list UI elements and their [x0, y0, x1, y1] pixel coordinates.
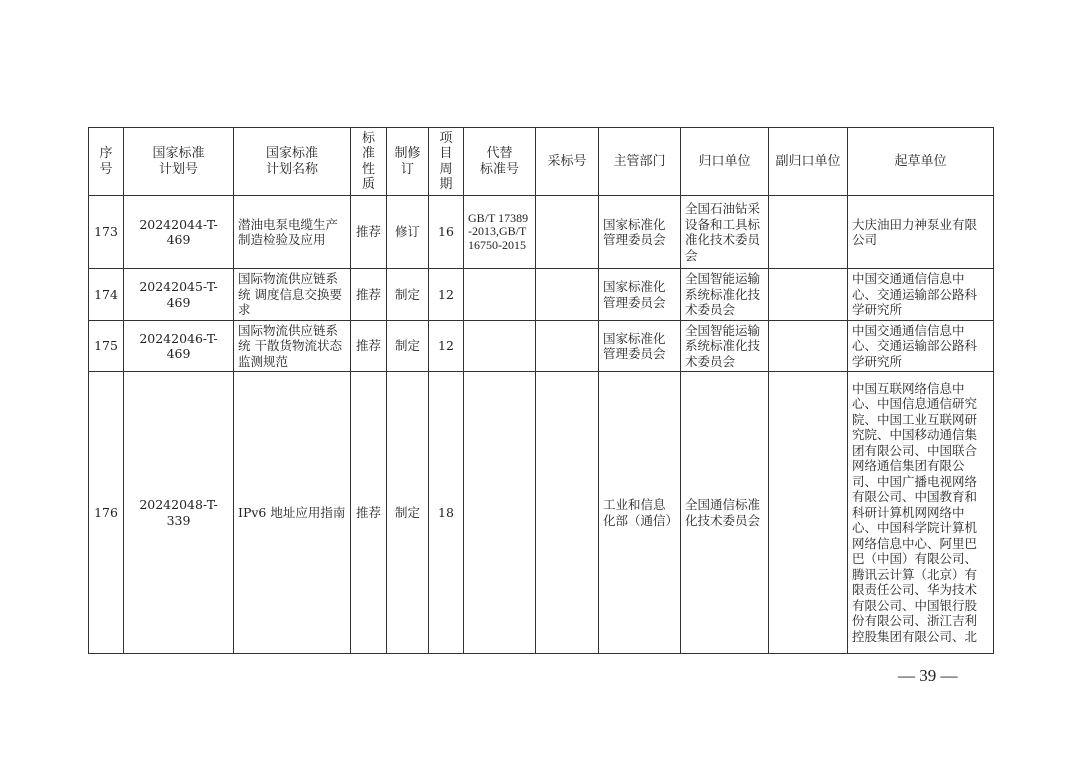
header-drafter: 起草单位 — [848, 128, 994, 196]
header-dept: 主管部门 — [599, 128, 681, 196]
cell-sub-owner — [769, 269, 848, 321]
cell-nature: 推荐 — [351, 269, 387, 321]
cell-plan-name: IPv6 地址应用指南 — [234, 372, 351, 654]
cell-nature: 推荐 — [351, 321, 387, 372]
cell-revise: 修订 — [387, 196, 429, 269]
cell-dept: 国家标准化管理委员会 — [599, 196, 681, 269]
header-adopt: 采标号 — [536, 128, 599, 196]
cell-dept: 工业和信息化部（通信） — [599, 372, 681, 654]
cell-revise: 制定 — [387, 269, 429, 321]
cell-dept: 国家标准化管理委员会 — [599, 321, 681, 372]
cell-adopt — [536, 372, 599, 654]
header-period: 项 目 周 期 — [429, 128, 464, 196]
cell-drafter: 大庆油田力神泵业有限公司 — [848, 196, 994, 269]
cell-plan-name: 国际物流供应链系统 干散货物流状态监测规范 — [234, 321, 351, 372]
page-number: — 39 — — [898, 666, 958, 685]
cell-seq: 176 — [89, 372, 124, 654]
cell-replace — [464, 269, 536, 321]
cell-drafter: 中国交通通信信息中心、交通运输部公路科学研究所 — [848, 321, 994, 372]
cell-revise: 制定 — [387, 321, 429, 372]
cell-seq: 173 — [89, 196, 124, 269]
standards-plan-table — [88, 127, 994, 654]
cell-nature: 推荐 — [351, 196, 387, 269]
cell-plan-no: 20242044-T-469 — [124, 196, 234, 269]
cell-owner: 全国智能运输系统标准化技术委员会 — [681, 269, 769, 321]
table-row — [89, 196, 994, 269]
cell-owner: 全国智能运输系统标准化技术委员会 — [681, 321, 769, 372]
cell-sub-owner — [769, 372, 848, 654]
cell-plan-no: 20242046-T-469 — [124, 321, 234, 372]
cell-dept: 国家标准化管理委员会 — [599, 269, 681, 321]
table-row — [89, 321, 994, 372]
cell-revise: 制定 — [387, 372, 429, 654]
cell-seq: 174 — [89, 269, 124, 321]
cell-period: 12 — [429, 321, 464, 372]
table-row — [89, 372, 994, 654]
cell-drafter: 中国交通通信信息中心、交通运输部公路科学研究所 — [848, 269, 994, 321]
header-nature: 标 准 性 质 — [351, 128, 387, 196]
cell-plan-name: 潜油电泵电缆生产制造检验及应用 — [234, 196, 351, 269]
cell-owner: 全国通信标准化技术委员会 — [681, 372, 769, 654]
header-row — [89, 128, 994, 196]
cell-adopt — [536, 321, 599, 372]
cell-plan-no: 20242045-T-469 — [124, 269, 234, 321]
cell-adopt — [536, 196, 599, 269]
header-replace: 代替 标准号 — [464, 128, 536, 196]
cell-sub-owner — [769, 196, 848, 269]
cell-sub-owner — [769, 321, 848, 372]
cell-period: 12 — [429, 269, 464, 321]
header-seq: 序 号 — [89, 128, 124, 196]
cell-nature: 推荐 — [351, 372, 387, 654]
cell-adopt — [536, 269, 599, 321]
cell-replace: GB/T 17389-2013,GB/T 16750-2015 — [464, 196, 536, 269]
cell-seq: 175 — [89, 321, 124, 372]
table-row — [89, 269, 994, 321]
header-owner: 归口单位 — [681, 128, 769, 196]
header-sub-owner: 副归口单位 — [769, 128, 848, 196]
cell-period: 16 — [429, 196, 464, 269]
header-revise: 制修 订 — [387, 128, 429, 196]
cell-period: 18 — [429, 372, 464, 654]
cell-replace — [464, 321, 536, 372]
cell-plan-no: 20242048-T-339 — [124, 372, 234, 654]
cell-plan-name: 国际物流供应链系统 调度信息交换要求 — [234, 269, 351, 321]
cell-replace — [464, 372, 536, 654]
header-plan-no: 国家标准 计划号 — [124, 128, 234, 196]
cell-owner: 全国石油钻采设备和工具标准化技术委员会 — [681, 196, 769, 269]
cell-drafter: 中国互联网络信息中心、中国信息通信研究院、中国工业互联网研究院、中国移动通信集团有限公司、中国联合网络通信集团有限公司、中国广播电视网络有限公司、中国教育和科研计算机网网络中心、中国科学院计算机网络信息中心、阿里巴巴（中国）有限公司、腾讯云计算（北京）有限责任公司、华为技术有限公司、中国银行股份有限公司、浙江吉利控股集团有限公司、北 — [848, 372, 994, 654]
header-plan-name: 国家标准 计划名称 — [234, 128, 351, 196]
